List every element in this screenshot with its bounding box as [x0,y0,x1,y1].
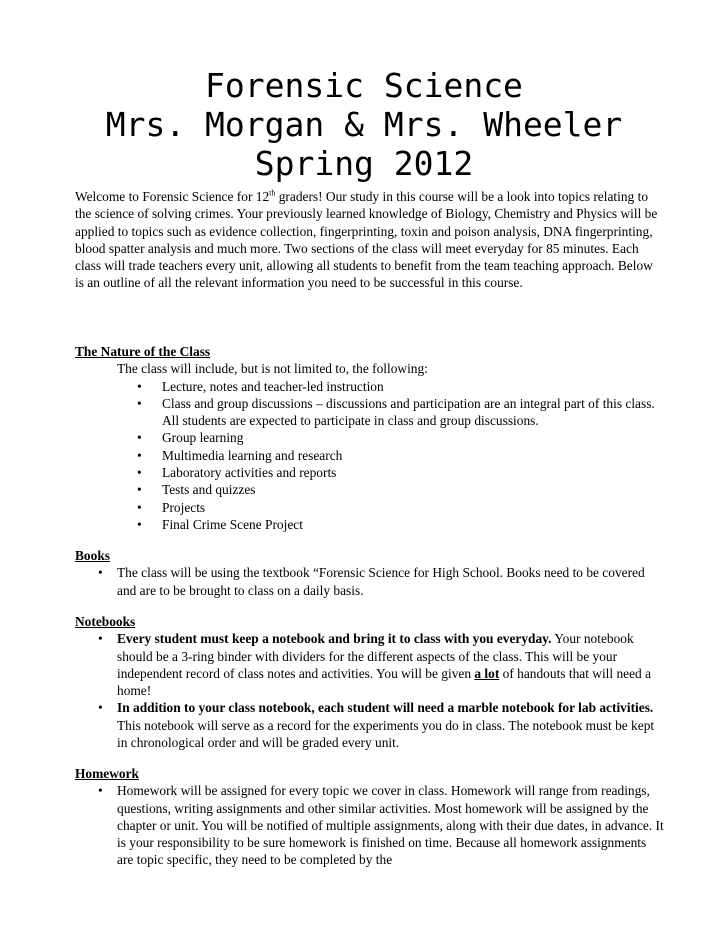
list-item: • Homework will be assigned for every topic we cover in class. Homework will range from readings, questions, writing assignments and other similar activities. Most homework will be assigned by the chapter or unit. You will be notified of multiple assignments, along with their due dates, in advance. It is your responsibility to be sure homework is finished on time. Because all homework assignments are topic specific, they need to be completed by the [75,782,665,868]
section-books [75,547,665,599]
section-heading-nature: The Nature of the Class [75,344,211,359]
notebook-requirement-text-b: of handouts that will need a home! [117,665,652,699]
list-item: • Tests and quizzes [75,481,665,498]
section-heading-homework: Homework [75,766,139,781]
section-homework [75,765,665,869]
list-item [75,699,665,751]
notebooks-list [75,630,665,751]
homework-list [75,782,665,868]
nature-list [75,378,665,534]
section-heading-books: Books [75,548,110,563]
list-item [75,630,665,699]
intro-text-start: Welcome to Forensic Science for 12 [75,189,270,204]
intro-superscript: th [269,188,276,198]
list-item: • Projects [75,499,665,516]
notebook-emphasis: a lot [474,665,500,681]
course-title: Forensic Science [205,66,523,105]
intro-paragraph [75,188,665,292]
term-title: Spring 2012 [254,144,474,183]
notebook-requirement-text-a: Your notebook should be a 3-ring binder with dividers for the different aspects of the class. This will be your independent record of class notes and activities. You will be given [117,631,634,681]
list-item: • Laboratory activities and reports [75,464,665,481]
lab-notebook-bold: In addition to your class notebook, each student will need a marble notebook for lab activities. [117,700,654,716]
section-nature-of-class [75,343,665,533]
teachers-title: Mrs. Morgan & Mrs. Wheeler [105,105,623,144]
books-list [75,564,665,599]
intro-text-rest: graders! Our study in this course will be a look into topics relating to the science of solving crimes. Your previously learned knowledge of Biology, Chemistry and Physics will be applied to topics such as evidence collection, fingerprinting, toxin and poison analysis, DNA fingerprinting, blood spatter analysis and much more. Two sections of the class will meet everyday for 85 minutes. Each class will trade teachers every unit, allowing all students to benefit from the team teaching approach. Below is an outline of all the relevant information you need to be successful in this course. [75,189,658,291]
list-item: • Group learning [75,429,665,446]
list-item: • The class will be using the textbook “Forensic Science for High School. Books need to be covered and are to be brought to class on a daily basis. [75,564,665,599]
lab-notebook-text: This notebook will serve as a record for the experiments you do in class. The notebook must be kept in chronological order and will be graded every unit. [117,717,655,751]
nature-lead-text: The class will include, but is not limited to, the following: [117,361,428,377]
notebook-requirement-bold: Every student must keep a notebook and bring it to class with you everyday. [117,631,552,647]
list-item: • Class and group discussions – discussions and participation are an integral part of this class. All students are expected to participate in class and group discussions. [75,395,665,430]
section-notebooks [75,613,665,751]
list-item: • Final Crime Scene Project [75,516,665,533]
section-heading-notebooks: Notebooks [75,614,136,629]
list-item: • Multimedia learning and research [75,447,665,464]
list-item: • Lecture, notes and teacher-led instruction [75,378,665,395]
